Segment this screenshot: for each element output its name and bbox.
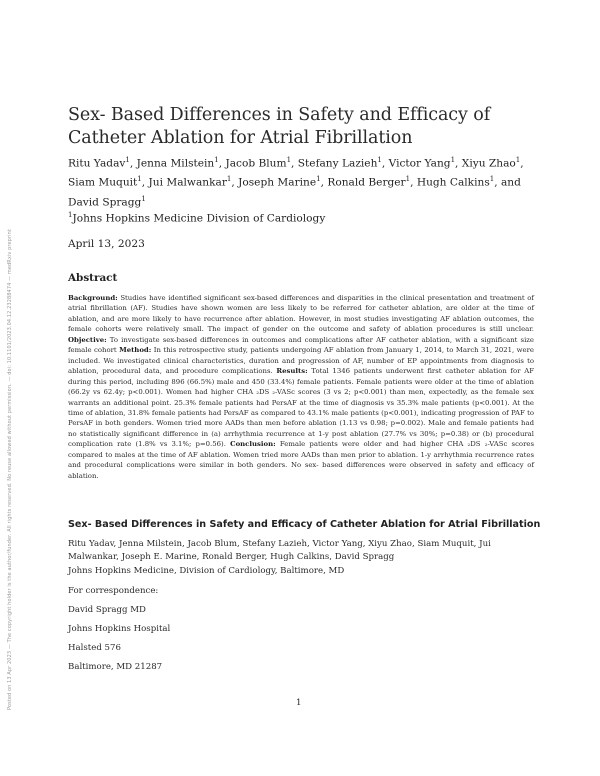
author-name: Jenna Milstein [136,157,215,170]
author-affiliation-marker: 1 [316,175,321,184]
results-label: Results: [276,367,308,376]
conclusion-label: Conclusion: [230,440,276,449]
affiliation [68,211,325,225]
affiliation-marker: 1 [68,211,73,219]
preprint-margin-stamp [4,60,14,710]
section-author-list: Ritu Yadav, Jenna Milstein, Jacob Blum, Stefany Lazieh, Victor Yang, Xiyu Zhao, Siam Muquit, Jui Malwankar, Joseph E. Marine, Ronald Berger, Hugh Calkins, David Spragg [68,539,491,563]
correspondence-name: David Spragg MD [68,605,146,615]
publication-date: April 13, 2023 [68,238,145,250]
objective-text: To investigate sex-based differences in outcomes and complications after AF catheter ablation, with a significant size female cohort [68,335,534,355]
background-text: Studies have identified significant sex-based differences and disparities in the clinical presentation and treatment of atrial fibrillation (AF). Studies have shown women are less likely to be referred for catheter ablation, are older at the time of ablation, and are more likely to have recurrence after ablation. However, in most studies investigating AF ablation outcomes, the female cohorts were relatively small. The impact of gender on the outcome and safety of ablation procedures is still unclear. [68,294,534,334]
author-affiliation-marker: 1 [125,156,130,164]
author-affiliation-marker: 1 [137,175,142,184]
author-affiliation-marker: 1 [214,156,219,164]
author-affiliation-marker: 1 [377,156,382,164]
background-label: Background: [68,294,118,302]
author-affiliation-marker: 1 [141,194,146,203]
author-name: Jui Malwankar [148,176,227,189]
paper-title: Sex- Based Differences in Safety and Efficacy of Catheter Ablation for Atrial Fibrillation [68,105,491,148]
author-affiliation-marker: 1 [515,156,521,164]
author-name: Hugh Calkins [416,176,490,189]
author-affiliation-marker: 1 [286,156,292,164]
abstract-heading: Abstract [68,272,118,284]
author-name: Ritu Yadav [68,157,126,170]
author-name: Victor Yang [388,157,451,170]
method-text: In this retrospective study, patients undergoing AF ablation from January 1, 2014, to March 31, 2021, were included. We investigated clinical characteristics, duration and progression of AF, number of EP appointments from diagnosis to ablation, procedural data, and procedure complications. [68,346,534,376]
author-name: Jacob Blum [225,157,287,170]
author-name: David Spragg [68,196,142,209]
correspondence-hospital: Johns Hopkins Hospital [68,624,171,634]
conclusion-text: Female patients were older and had higher CHA ₂DS ₂-VASc scores compared to males at the time of AF ablation. Women tried more AADs than men prior to ablation. 1-y arrhythmia recurrence rates and procedural complications were similar in both genders. No sex- based differences were observed in safety and efficacy of ablation. [68,440,534,480]
institution-line: Johns Hopkins Medicine, Division of Cardiology, Baltimore, MD [68,566,345,576]
author-affiliation-marker: 1 [405,175,411,184]
correspondence-building: Halsted 576 [68,643,121,653]
author-name: Xiyu Zhao [461,157,516,170]
author-list: Ritu Yadav$^1$, Jenna Milstein$^1$, Jacob Blum$^1$, Stefany Lazieh$^1$, Victor Yang$^1$, Xiyu Zhao$^1$, Siam Muquit$^1$, Jui Malwankar$^1$, Joseph Marine$^1$, Ronald Berger$^1$, Hugh Calkins$^1$, and David Spragg$^1$ [68,156,524,209]
section-title: Sex- Based Differences in Safety and Efficacy of Catheter Ablation for Atrial Fibrillation [68,519,541,530]
correspondence-city: Baltimore, MD 21287 [68,662,163,672]
page-number: 1 [296,698,302,708]
author-name: Siam Muquit [68,176,138,189]
author-affiliation-marker: 1 [450,156,456,164]
author-name: Stefany Lazieh [297,157,378,170]
author-affiliation-marker: 1 [226,175,232,184]
author-name: Ronald Berger [327,176,406,189]
objective-label: Objective: [68,335,107,344]
results-text: Total 1346 patients underwent first catheter ablation for AF during this period, including 896 (66.5%) male and 450 (33.4%) female patients. Female patients were older at the time of ablation (66.2y vs 62.4y; p<0.001). Women had higher CHA ₂DS ₂-VASc scores (3 vs 2; p<0.001) than men, expectedly, as the female sex warrants an additional point. 25.3% female patients had PersAF at the time of diagnosis vs 35.3% male patients (p<0.001). At the time of ablation, 31.8% female patients had PersAF as compared to 43.1% male patients (p<0.001), indicating progression of PAF to PersAF in both genders. Women tried more AADs than men before ablation (1.13 vs 0.98; p=0.002). Male and female patients had no statistically significant difference in (a) arrhythmia recurrence at 1-y post ablation (27.7% vs 30%; p=0.38) or (b) procedural complication rate (1.8% vs 3.1%; p=0.56). [68,367,534,449]
author-name: Joseph Marine [238,176,317,189]
abstract-body [68,293,534,481]
method-label: Method: [119,346,152,355]
author-affiliation-marker: 1 [489,175,495,184]
affiliation-text: Johns Hopkins Medicine Division of Cardiology [72,212,326,225]
correspondence-label: For correspondence: [68,586,159,596]
preprint-stamp-text: Posted on 13 Apr 2023 — The copyright holder is the author/funder. All rights reserved. No reuse allowed without permission. — doi: 10.1101/2023.04.12.23288474 — medRxiv preprint [7,229,13,710]
